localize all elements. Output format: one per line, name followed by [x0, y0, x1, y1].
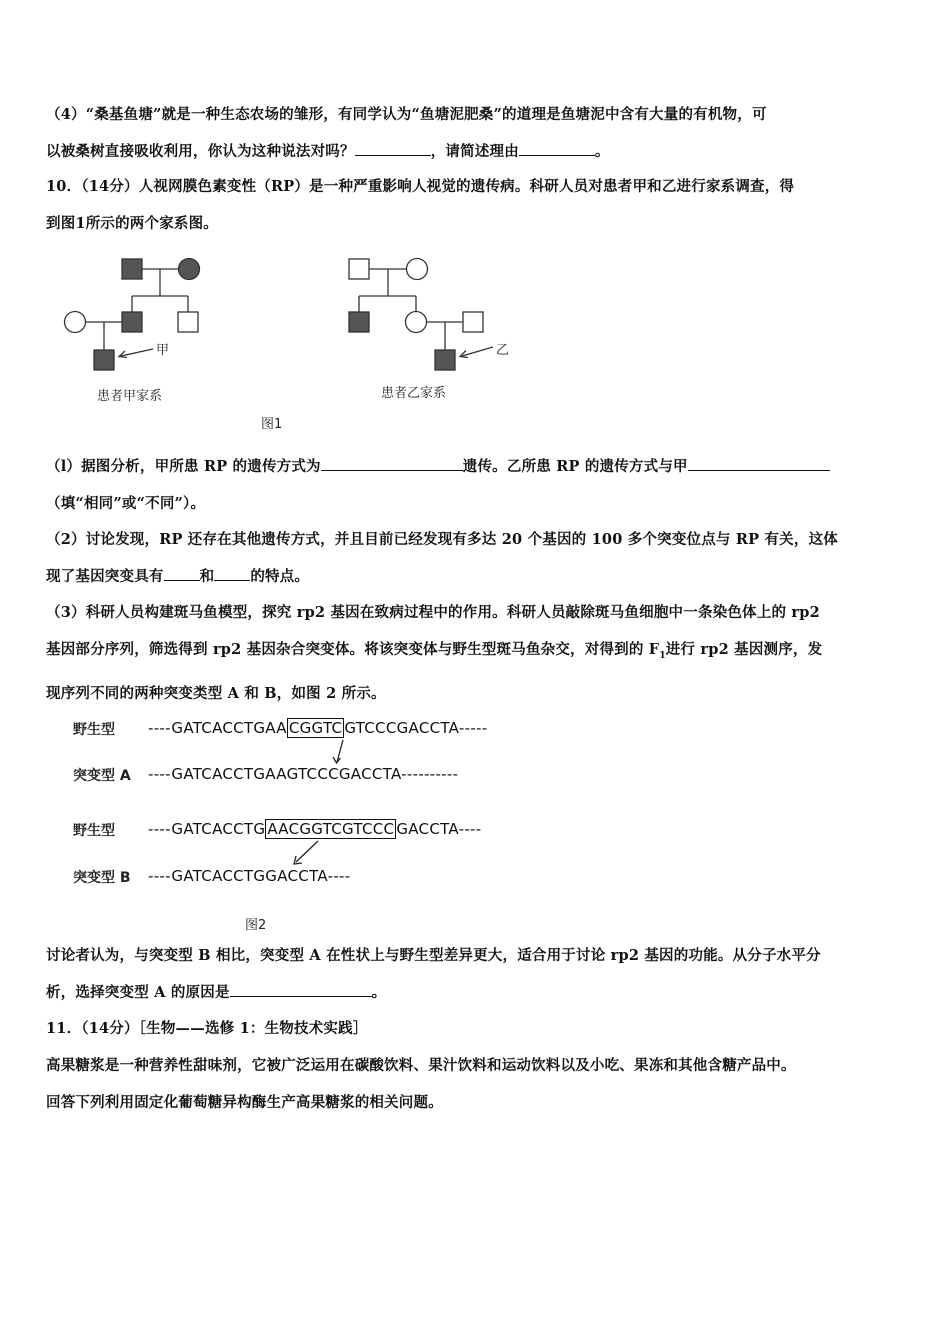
question-9-part-4 — [46, 96, 908, 170]
q10-3-line-2: 基因部分序列，筛选得到 rp2 基因杂合突变体。将该突变体与野生型斑马鱼杂交，对得到的 $F_1$进行 rp2 基因测序，发 — [46, 641, 823, 661]
family-b-label: 患者乙家系 — [381, 386, 447, 401]
q10-intro-line-2: 到图1所示的两个家系图。 — [46, 215, 218, 232]
proband-b-symbol — [435, 350, 455, 370]
figure-1-caption: 图1 — [261, 417, 283, 432]
deleted-region-box: AACGGTCGTCCC — [267, 820, 395, 838]
deleted-region-box: CGGTC — [288, 719, 343, 737]
mutant-b-label: 突变型 B — [73, 870, 131, 886]
figure-2-caption: 图2 — [245, 918, 267, 933]
answer-blank[interactable] — [519, 139, 595, 156]
unaffected-male-symbol — [463, 312, 483, 332]
unaffected-female-symbol — [407, 259, 428, 280]
q10-2-line-2: 现了基因突变具有 和 的特点。 — [46, 558, 908, 595]
q11-title: 11．（14分）［生物——选修 1：生物技术实践］ — [46, 1020, 368, 1037]
q9-line-1: （4）“桑基鱼塘”就是一种生态农场的雏形，有同学认为“鱼塘泥肥桑”的道理是鱼塘泥中含有大量的有机物，可 — [46, 106, 767, 123]
affected-female-symbol — [179, 259, 200, 280]
proband-b-label: 乙 — [496, 343, 510, 358]
wild-type-sequence-1: ----GATCACCTGAA CGGTC GTCCCGACCTA----- — [148, 719, 488, 737]
question-11 — [46, 1010, 908, 1121]
answer-blank[interactable] — [355, 139, 431, 156]
unaffected-female-symbol — [65, 312, 86, 333]
q10-intro-line-1: 10．（14分）人视网膜色素变性（RP）是一种严重影响人视觉的遗传病。科研人员对患者甲和乙进行家系调查，得 — [46, 178, 795, 195]
mutant-a-sequence: ----GATCACCTGAAGTCCCGACCTA---------- — [148, 765, 459, 783]
family-a-label: 患者甲家系 — [97, 389, 163, 404]
q10-3-line-1: （3）科研人员构建斑马鱼模型，探究 rp2 基因在致病过程中的作用。科研人员敲除斑马鱼细胞中一条染色体上的 rp2 — [46, 604, 820, 621]
q10-4-line-2: 析，选择突变型 A 的原因是 。 — [46, 974, 908, 1011]
unaffected-male-symbol — [349, 259, 369, 279]
answer-blank[interactable] — [164, 564, 200, 581]
unaffected-male-symbol — [178, 312, 198, 332]
answer-blank[interactable] — [321, 454, 463, 471]
deletion-arrow-b — [270, 838, 330, 868]
question-10-intro — [46, 168, 908, 242]
answer-blank[interactable] — [688, 454, 830, 471]
pedigree-figure — [55, 250, 525, 440]
q11-line-1: 高果糖浆是一种营养性甜味剂，它被广泛运用在碳酸饮料、果汁饮料和运动饮料以及小吃、果冻和其他含糖产品中。 — [46, 1057, 796, 1074]
q10-2-line-1: （2）讨论发现，RP 还存在其他遗传方式，并且目前已经发现有多达 20 个基因的 100 多个突变位点与 RP 有关，这体 — [46, 531, 838, 548]
affected-male-symbol — [349, 312, 369, 332]
wild-type-label: 野生型 — [73, 823, 115, 839]
wild-type-sequence-2: ----GATCACCTG AACGGTCGTCCC GACCTA---- — [148, 820, 482, 838]
q10-3-line-3: 现序列不同的两种突变类型 A 和 B，如图 2 所示。 — [46, 684, 386, 702]
question-10-part-3-discussion — [46, 937, 908, 1011]
question-10-part-3 — [46, 594, 908, 712]
q10-4-line-1: 讨论者认为，与突变型 B 相比，突变型 A 在性状上与野生型差异更大，适合用于讨论 rp2 基因的功能。从分子水平分 — [46, 947, 821, 964]
affected-male-symbol — [122, 259, 142, 279]
q10-1-line-2: （填“相同”或“不同”）。 — [46, 495, 206, 512]
mutant-a-label: 突变型 A — [73, 768, 131, 784]
wild-type-label: 野生型 — [73, 722, 115, 738]
family-a-pedigree — [65, 259, 200, 371]
mutant-b-sequence: ----GATCACCTGGACCTA---- — [148, 867, 351, 885]
answer-blank[interactable] — [214, 564, 250, 581]
q10-1-line-1: （l）据图分析，甲所患 RP 的遗传方式为 遗传。乙所患 RP 的遗传方式与甲 — [46, 448, 908, 485]
unaffected-female-symbol — [406, 312, 427, 333]
family-b-pedigree — [349, 259, 493, 371]
answer-blank[interactable] — [230, 980, 372, 997]
affected-male-symbol — [122, 312, 142, 332]
q9-line-2: 以被桑树直接吸收利用，你认为这种说法对吗？ ，请简述理由 。 — [46, 133, 908, 170]
proband-a-label: 甲 — [156, 343, 170, 358]
q11-line-2: 回答下列利用固定化葡萄糖异构酶生产高果糖浆的相关问题。 — [46, 1094, 443, 1111]
question-10-part-1 — [46, 448, 908, 522]
deletion-arrow-a — [320, 738, 360, 768]
proband-a-symbol — [94, 350, 114, 370]
question-10-part-2 — [46, 521, 908, 595]
